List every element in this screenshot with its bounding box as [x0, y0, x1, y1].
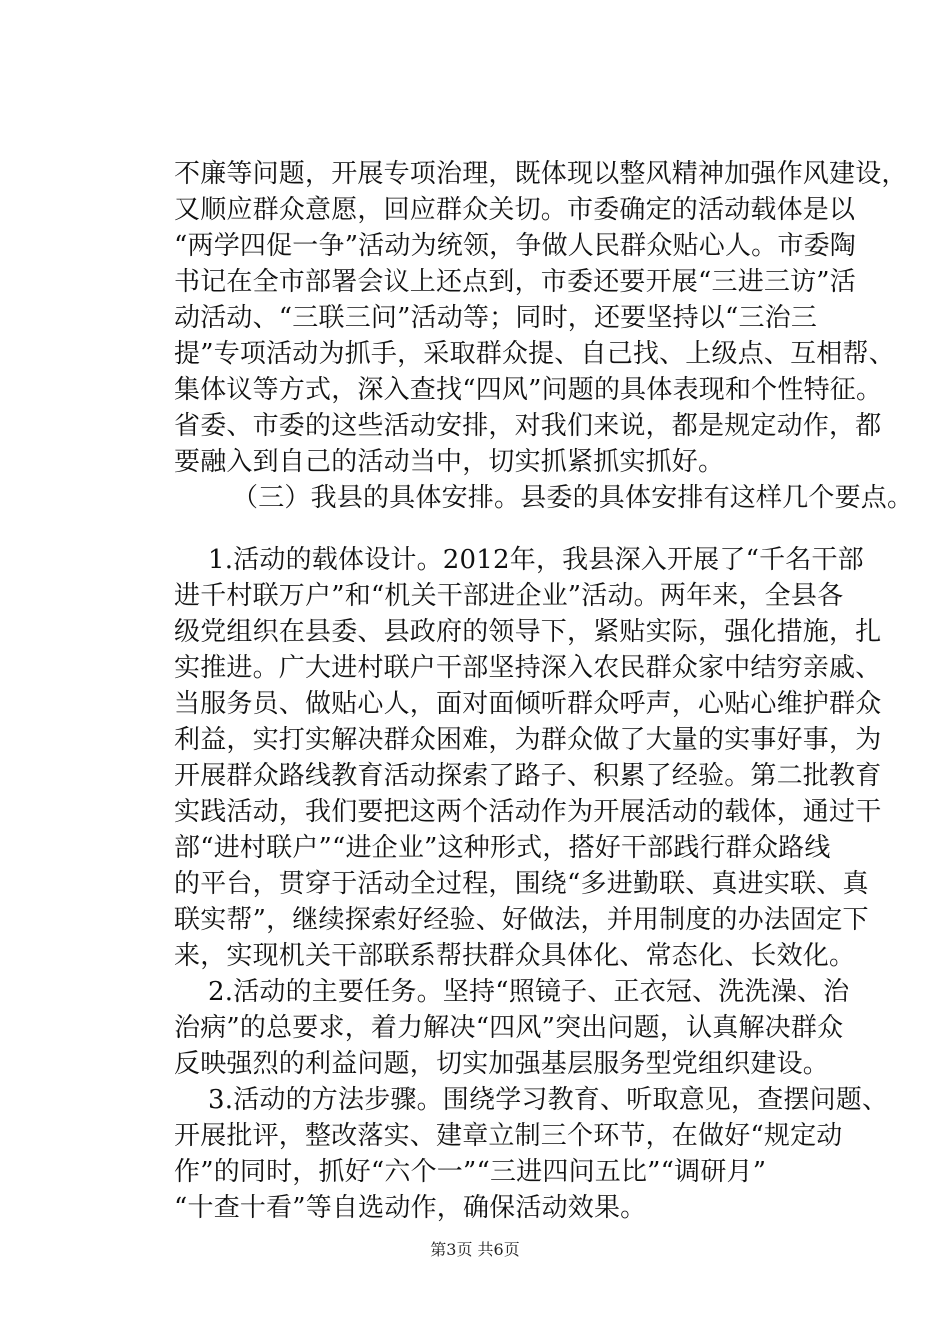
text-line: 省委、市委的这些活动安排，对我们来说，都是规定动作，都: [174, 411, 882, 441]
text-line: 利益，实打实解决群众困难，为群众做了大量的实事好事，为: [174, 725, 882, 755]
text-line: 书记在全市部署会议上还点到，市委还要开展“三进三访”活: [174, 267, 856, 297]
text-line: 提”专项活动为抓手，采取群众提、自己找、上级点、互相帮、: [174, 339, 895, 369]
text-line: 又顺应群众意愿，回应群众关切。市委确定的活动载体是以: [174, 195, 856, 225]
text-line: 不廉等问题，开展专项治理，既体现以整风精神加强作风建设，: [174, 159, 908, 189]
text-line: 开展批评，整改落实、建章立制三个环节，在做好“规定动: [174, 1121, 843, 1151]
text-line: 级党组织在县委、县政府的领导下，紧贴实际，强化措施，扎: [174, 617, 882, 647]
page-number-footer: 第3页 共6页: [430, 1240, 520, 1259]
section-heading: （三）我县的具体安排。县委的具体安排有这样几个要点。: [232, 483, 914, 513]
paragraph-start: 1.活动的载体设计。2012年，我县深入开展了“千名干部: [208, 545, 864, 575]
text-line: 实推进。广大进村联户干部坚持深入农民群众家中结穷亲戚、: [174, 653, 882, 683]
text-line: 集体议等方式，深入查找“四风”问题的具体表现和个性特征。: [174, 375, 883, 405]
text-line: 治病”的总要求，着力解决“四风”突出问题，认真解决群众: [174, 1013, 844, 1043]
text-line: “两学四促一争”活动为统领，争做人民群众贴心人。市委陶: [174, 231, 856, 261]
paragraph-start: 3.活动的方法步骤。围绕学习教育、听取意见，查摆问题、: [208, 1085, 889, 1115]
text-line: 进千村联万户”和“机关干部进企业”活动。两年来，全县各: [174, 581, 844, 611]
text-line: 当服务员、做贴心人，面对面倾听群众呼声，心贴心维护群众: [174, 689, 882, 719]
text-line: 要融入到自己的活动当中，切实抓紧抓实抓好。: [174, 447, 725, 477]
text-line: 来，实现机关干部联系帮扶群众具体化、常态化、长效化。: [174, 941, 856, 971]
paragraph-start: 2.活动的主要任务。坚持“照镜子、正衣冠、洗洗澡、治: [208, 977, 850, 1007]
text-line: 的平台，贯穿于活动全过程，围绕“多进勤联、真进实联、真: [174, 869, 869, 899]
text-line: 开展群众路线教育活动探索了路子、积累了经验。第二批教育: [174, 761, 882, 791]
text-line: 实践活动，我们要把这两个活动作为开展活动的载体，通过干: [174, 797, 882, 827]
text-line: 作”的同时，抓好“六个一”“三进四问五比”“调研月”: [174, 1157, 767, 1187]
text-line: 联实帮”，继续探索好经验、好做法，并用制度的办法固定下: [174, 905, 869, 935]
text-line: 反映强烈的利益问题，切实加强基层服务型党组织建设。: [174, 1049, 830, 1079]
text-line: 动活动、“三联三问”活动等；同时，还要坚持以“三治三: [174, 303, 818, 333]
text-line: 部“进村联户”“进企业”这种形式，搭好干部践行群众路线: [174, 833, 831, 863]
text-line: “十查十看”等自选动作，确保活动效果。: [174, 1193, 647, 1223]
